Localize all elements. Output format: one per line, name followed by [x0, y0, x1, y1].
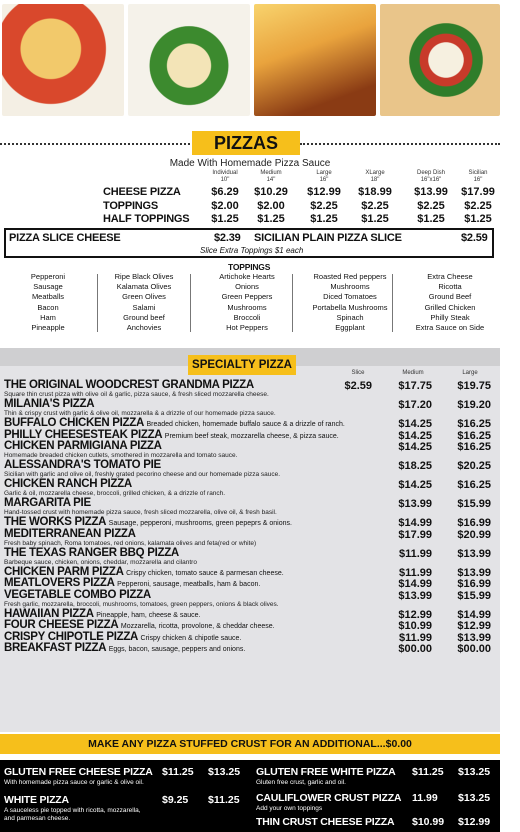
veggie-pizza-photo — [380, 4, 500, 116]
divider — [0, 143, 190, 145]
pizza-price: $2.25 — [361, 200, 389, 212]
pizza-row-label: HALF TOPPINGS — [103, 213, 190, 225]
size-header — [245, 170, 297, 184]
bottom-item-desc: and parmesan cheese. — [4, 815, 71, 822]
specialty-large-price: $20.99 — [457, 528, 491, 541]
specialty-desc-inline: Pineapple, ham, cheese & sauce. — [96, 611, 201, 619]
specialty-name — [4, 589, 344, 601]
bottom-item-name: GLUTEN FREE CHEESE PIZZA — [4, 766, 153, 778]
topping-item: Artichoke Hearts — [219, 272, 275, 281]
pizza-price: $2.00 — [211, 200, 239, 212]
specialty-item — [4, 547, 344, 566]
specialty-name — [4, 577, 344, 589]
specialty-large-price: $13.99 — [457, 631, 491, 644]
specialty-desc: Garlic & oil, mozzarella cheese, broccoli, grilled chicken, & a drizzle of ranch. — [4, 490, 226, 497]
bottom-item-price: $13.25 — [208, 766, 241, 778]
specialty-item — [4, 528, 344, 547]
specialty-medium-price: $18.25 — [398, 460, 432, 472]
specialty-name-text: CRISPY CHIPOTLE PIZZA — [4, 630, 138, 643]
topping-item: Extra Cheese — [427, 272, 473, 281]
specialty-medium-price: $14.99 — [398, 578, 432, 590]
specialty-name — [4, 642, 344, 654]
specialty-name-text: BREAKFAST PIZZA — [4, 642, 106, 654]
slice-note: Slice Extra Toppings $1 each — [200, 246, 304, 255]
specialty-name-text: MEDITERRANEAN PIZZA — [4, 527, 136, 540]
topping-item: Ham — [40, 312, 56, 322]
topping-item: Ground Beef — [428, 292, 472, 302]
topping-item: Grilled Chicken — [424, 302, 476, 312]
topping-item: Anchovies — [126, 323, 162, 333]
specialty-desc: Homemade breaded chicken cutlets, smothered in mozzarella and tomato sauce. — [4, 452, 238, 459]
section-title-specialty: SPECIALTY PIZZA — [188, 355, 296, 375]
specialty-item — [4, 516, 344, 528]
specialty-item — [4, 619, 344, 631]
specialty-name — [4, 608, 344, 620]
specialty-name-text: ALESSANDRA'S TOMATO PIE — [4, 459, 161, 471]
specialty-large-price: $15.99 — [457, 498, 491, 510]
specialty-desc: Fresh baby spinach, Roma tomatoes, red onions, kalamata olives and feta(red or white) — [4, 539, 257, 547]
specialty-name-text: MEATLOVERS PIZZA — [4, 577, 115, 589]
pizza-price: $10.29 — [254, 186, 288, 198]
specialty-desc-inline: Crispy chicken & chipotle sauce. — [140, 634, 242, 642]
cheese-pull-photo — [254, 4, 376, 116]
pizza-price: $12.99 — [307, 186, 341, 198]
specialty-item — [4, 459, 344, 478]
column-divider — [292, 274, 293, 332]
specialty-name-text: PHILLY CHEESESTEAK PIZZA — [4, 428, 162, 441]
bottom-item-name: THIN CRUST CHEESE PIZZA — [256, 816, 395, 828]
section-title-pizzas: PIZZAS — [192, 131, 300, 155]
topping-item: Meatballs — [31, 292, 65, 302]
specialty-desc: Fresh garlic, mozzarella, broccoli, mushrooms, tomatoes, green peppers, onions & black olives. — [4, 600, 279, 608]
specialty-item — [4, 429, 344, 441]
sicilian-slice-label: SICILIAN PLAIN PIZZA SLICE — [254, 232, 402, 244]
specialty-desc-inline: Eggs, bacon, sausage, peppers and onions. — [108, 646, 246, 653]
pizza-slice-photo — [2, 4, 124, 116]
specialty-large-price: $16.99 — [457, 578, 491, 590]
bottom-item-price: $9.25 — [162, 794, 189, 806]
size-header — [349, 170, 401, 184]
slice-label: PIZZA SLICE CHEESE — [9, 232, 121, 244]
size-name: Medium — [260, 170, 282, 176]
specialty-medium-price: $14.25 — [398, 429, 432, 442]
bottom-item-price: $13.25 — [458, 792, 491, 804]
pizza-price: $17.99 — [461, 186, 495, 198]
specialty-medium-price: $17.99 — [398, 528, 432, 541]
pizza-price: $1.25 — [361, 213, 389, 225]
size-name: Individual — [212, 170, 238, 176]
bottom-item-price: $12.99 — [458, 816, 491, 828]
specialty-item — [4, 440, 344, 459]
specialty-name — [4, 497, 344, 509]
specialty-large-price: $16.25 — [457, 441, 491, 453]
slice-price: $2.39 — [214, 232, 241, 244]
bottom-item-desc: Add your own toppings — [256, 805, 323, 812]
topping-item: Broccoli — [233, 312, 261, 322]
pizza-subtitle: Made With Homemade Pizza Sauce — [169, 158, 331, 169]
size-inches: 16" — [473, 177, 483, 183]
size-header — [199, 170, 251, 184]
specialty-name-text: HAWAIIAN PIZZA — [4, 607, 94, 620]
pizza-price: $1.25 — [211, 213, 239, 225]
topping-item: Hot Peppers — [226, 323, 268, 333]
specialty-name — [4, 631, 344, 643]
specialty-medium-price: $12.99 — [398, 608, 432, 621]
specialty-large-price: $19.20 — [457, 399, 491, 411]
specialty-name — [4, 398, 344, 410]
specialty-item — [4, 497, 344, 516]
size-header — [298, 170, 350, 184]
specialty-name-text: CHICKEN RANCH PIZZA — [4, 478, 132, 490]
topping-item: Roasted Red peppers — [313, 272, 387, 281]
specialty-medium-price: $11.99 — [398, 547, 432, 560]
specialty-medium-price: $14.99 — [398, 517, 432, 529]
toppings-column — [10, 272, 86, 333]
specialty-name-text: MARGARITA PIE — [4, 497, 91, 509]
specialty-desc: Barbeque sauce, chicken, onions, cheddar, mozzarella and cilantro — [4, 558, 197, 566]
size-name: XLarge — [365, 170, 385, 176]
specialty-name — [4, 619, 344, 631]
topping-item: Spinach — [336, 312, 364, 322]
specialty-name-text: THE TEXAS RANGER BBQ PIZZA — [4, 546, 179, 559]
specialty-name-text: MILANIA'S PIZZA — [4, 398, 95, 410]
pizza-price: $2.25 — [417, 200, 445, 212]
bottom-item-price: $11.25 — [412, 766, 444, 778]
pizza-price: $1.25 — [464, 213, 492, 225]
spinach-pizza-photo — [128, 4, 250, 116]
specialty-item — [4, 379, 344, 398]
specialty-item — [4, 589, 344, 608]
topping-item: Bacon — [37, 302, 59, 312]
size-inches: 16"x16" — [420, 177, 442, 183]
specialty-item — [4, 608, 344, 620]
bottom-item-desc: Gluten free crust, garlic and oil. — [256, 779, 346, 786]
topping-item: Portabella Mushrooms — [312, 302, 388, 312]
bottom-item-name: CAULIFLOWER CRUST PIZZA — [256, 792, 402, 804]
pizza-price: $1.25 — [417, 213, 445, 225]
specialty-medium-price: $14.25 — [398, 441, 432, 453]
specialty-name — [4, 478, 344, 490]
specialty-name-text: THE WORKS PIZZA — [4, 516, 106, 528]
topping-item: Kalamata Olives — [116, 282, 172, 292]
specialty-medium-price: $13.99 — [398, 589, 432, 602]
specialty-large-price: $16.25 — [457, 479, 491, 491]
bottom-item-price: $11.25 — [162, 766, 194, 778]
size-name: Large — [316, 170, 332, 176]
size-header — [405, 170, 457, 184]
pizza-price: $13.99 — [414, 186, 448, 198]
size-name: Deep Dish — [416, 170, 445, 176]
specialty-large-price: $13.99 — [457, 547, 491, 560]
bottom-item-price: 11.99 — [412, 792, 438, 804]
specialty-desc: Sicilian with garlic and olive oil, freshly grated pecorino cheese and our homemade pizza sauce. — [4, 471, 281, 478]
topping-item: Extra Sauce on Side — [415, 323, 485, 333]
toppings-title: TOPPINGS — [228, 262, 271, 272]
specialty-item — [4, 566, 344, 578]
specialty-desc-inline: Breaded chicken, homemade buffalo sauce & a drizzle of ranch. — [146, 421, 345, 428]
specialty-item — [4, 398, 344, 417]
specialty-desc-inline: Premium beef steak, mozzarella cheese, & pizza sauce. — [164, 432, 339, 440]
specialty-medium-price: $10.99 — [398, 620, 432, 632]
size-name: Sicilian — [468, 170, 488, 176]
bottom-item-price: $10.99 — [412, 816, 445, 828]
specialty-name — [4, 440, 344, 452]
specialty-medium-price: $17.20 — [398, 399, 432, 411]
topping-item: Philly Steak — [430, 312, 470, 322]
specialty-name-text: CHICKEN PARMIGIANA PIZZA — [4, 440, 162, 452]
size-inches: 14" — [266, 177, 276, 183]
topping-item: Green Peppers — [221, 292, 273, 302]
specialty-large-price: $13.99 — [457, 566, 491, 579]
toppings-column — [400, 272, 500, 333]
toppings-column — [105, 272, 183, 333]
topping-item: Mushrooms — [227, 302, 267, 312]
topping-item: Mushrooms — [330, 282, 370, 292]
specialty-medium-price: $00.00 — [398, 643, 432, 655]
specialty-large-price: $15.99 — [457, 589, 491, 602]
bottom-item-desc: A sauceless pie topped with ricotta, mozzarella, — [4, 807, 141, 814]
specialty-name-text: CHICKEN PARM PIZZA — [4, 565, 124, 578]
column-divider — [190, 274, 191, 332]
specialty-crusts — [0, 760, 500, 832]
specialty-item — [4, 417, 344, 429]
specialty-name — [4, 516, 344, 528]
specialty-name — [4, 528, 344, 540]
topping-item: Diced Tomatoes — [323, 292, 377, 302]
specialty-name — [4, 417, 344, 429]
bottom-item-price: $13.25 — [458, 766, 491, 778]
specialty-medium-price: $14.25 — [398, 418, 432, 430]
topping-item: Ground beef — [123, 312, 165, 322]
stuffed-crust-banner: MAKE ANY PIZZA STUFFED CRUST FOR AN ADDITIONAL...$0.00 — [0, 734, 500, 754]
specialty-item — [4, 631, 344, 643]
pizza-price: $18.99 — [358, 186, 392, 198]
specialty-large-price: $12.99 — [457, 620, 491, 632]
specialty-medium-price: $14.25 — [398, 479, 432, 491]
topping-item: Eggplant — [335, 323, 365, 333]
specialty-name-text: FOUR CHEESE PIZZA — [4, 619, 118, 631]
pizza-row-label: CHEESE PIZZA — [103, 186, 181, 198]
specialty-large-price: $14.99 — [457, 608, 491, 621]
size-inches: 16" — [319, 177, 329, 183]
pizza-row-label: TOPPINGS — [103, 200, 159, 212]
specialty-large-price: $16.25 — [457, 418, 491, 430]
col-medium: Medium — [402, 370, 424, 376]
col-large: Large — [462, 370, 478, 376]
divider — [300, 143, 500, 145]
topping-item: Onions — [235, 282, 259, 292]
pizza-price: $1.25 — [310, 213, 338, 225]
slice-box — [4, 228, 494, 258]
pizza-price: $2.25 — [464, 200, 492, 212]
specialty-name — [4, 547, 344, 559]
specialty-item — [4, 577, 344, 589]
topping-item: Ripe Black Olives — [114, 272, 174, 281]
toppings-column — [198, 272, 296, 333]
topping-item: Green Olives — [122, 292, 166, 302]
topping-item: Salami — [132, 302, 156, 312]
photo-strip — [0, 0, 520, 118]
topping-item: Sausage — [33, 282, 63, 292]
specialty-name-text: VEGETABLE COMBO PIZZA — [4, 588, 151, 601]
specialty-desc-inline: Sausage, pepperoni, mushrooms, green pepeprs & onions. — [108, 520, 292, 527]
bottom-item-name: WHITE PIZZA — [4, 794, 69, 806]
specialty-large-price: $20.25 — [457, 460, 491, 472]
bottom-item-name: GLUTEN FREE WHITE PIZZA — [256, 766, 396, 778]
specialty-name-text: BUFFALO CHICKEN PIZZA — [4, 417, 144, 429]
specialty-medium-price: $11.99 — [398, 631, 432, 644]
bottom-item-price: $11.25 — [208, 794, 240, 806]
toppings-column — [300, 272, 400, 333]
column-divider — [97, 274, 98, 332]
specialty-large-price: $16.99 — [457, 517, 491, 529]
specialty-medium-price: $13.99 — [398, 498, 432, 510]
topping-item: Pepperoni — [30, 272, 66, 281]
pizza-price: $2.00 — [257, 200, 285, 212]
pizza-price: $6.29 — [211, 186, 239, 198]
specialty-desc: Square thin crust pizza with olive oil & garlic, pizza sauce, & fresh sliced mozzarella cheese. — [4, 391, 269, 398]
specialty-slice-price: $2.59 — [344, 380, 372, 392]
pizza-price: $2.25 — [310, 200, 338, 212]
topping-item: Ricotta — [438, 282, 462, 292]
specialty-desc-inline: Mozzarella, ricotta, provolone, & cheddar cheese. — [120, 623, 275, 630]
specialty-desc-inline: Crispy chicken, tomato sauce & parmesan cheese. — [126, 569, 284, 577]
bottom-item-desc: With homemade pizza sauce or garlic & olive oil. — [4, 779, 144, 786]
pizza-price: $1.25 — [257, 213, 285, 225]
specialty-desc-inline: Pepperoni, sausage, meatballs, ham & bacon. — [117, 581, 261, 588]
specialty-name — [4, 379, 344, 391]
column-divider — [392, 274, 393, 332]
specialty-medium-price: $11.99 — [398, 566, 432, 579]
specialty-medium-price: $17.75 — [398, 380, 432, 392]
specialty-desc: Hand-tossed crust with homemade pizza sauce, fresh sliced mozzarella, olive oil, & fresh basil. — [4, 509, 277, 516]
size-header — [452, 170, 504, 184]
specialty-desc: Thin & crispy crust with garlic & olive oil, mozzarella & a drizzle of our homemade pizza sauce. — [4, 410, 276, 417]
topping-item: Pineapple — [31, 323, 65, 333]
specialty-name — [4, 429, 344, 441]
specialty-item — [4, 642, 344, 654]
specialty-name — [4, 459, 344, 471]
specialty-name-text: THE ORIGINAL WOODCREST GRANDMA PIZZA — [4, 379, 254, 391]
size-inches: 18" — [370, 177, 380, 183]
page-margin — [500, 0, 520, 832]
specialty-large-price: $16.25 — [457, 429, 491, 442]
specialty-name — [4, 566, 344, 578]
specialty-item — [4, 478, 344, 497]
specialty-large-price: $00.00 — [457, 643, 491, 655]
sicilian-slice-price: $2.59 — [461, 232, 488, 244]
size-inches: 10" — [220, 177, 230, 183]
specialty-large-price: $19.75 — [457, 380, 491, 392]
col-slice: Slice — [351, 370, 365, 376]
